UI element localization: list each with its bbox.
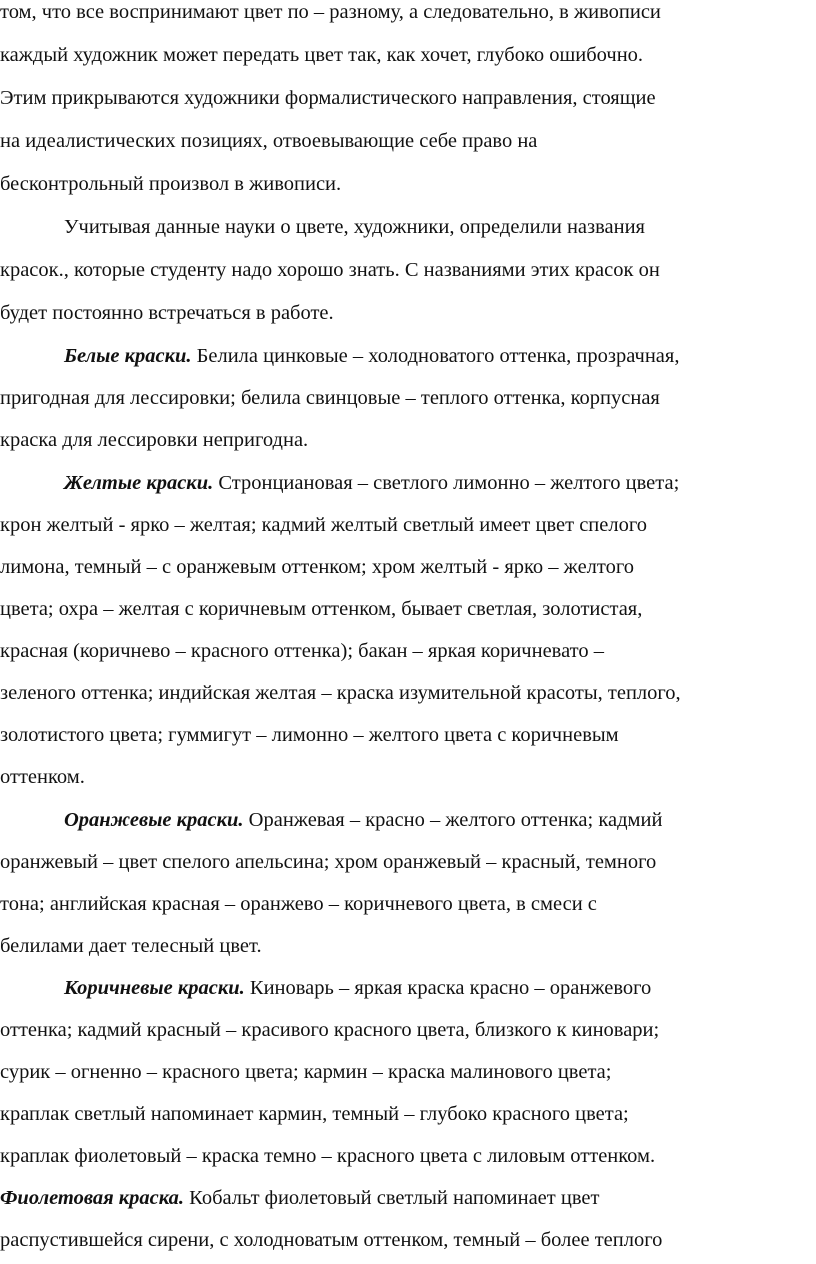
section-orange-paints: Оранжевые краски. Оранжевая – красно – желтого оттенка; кадмий <box>64 809 663 831</box>
section-violet-paint: Фиолетовая краска. Кобальт фиолетовый светлый напоминает цвет <box>0 1187 600 1209</box>
text-line: оранжевый – цвет спелого апельсина; хром оранжевый – красный, темного <box>0 851 657 873</box>
section-yellow-paints: Желтые краски. Стронциановая – светлого лимонно – желтого цвета; <box>64 472 680 494</box>
section-brown-paints: Коричневые краски. Киноварь – яркая краска красно – оранжевого <box>64 977 652 999</box>
text-line: пригодная для лессировки; белила свинцовые – теплого оттенка, корпусная <box>0 387 660 409</box>
text-line: красная (коричнево – красного оттенка); бакан – яркая коричневато – <box>0 640 604 662</box>
section-heading: Желтые краски. <box>64 472 214 494</box>
section-heading: Фиолетовая краска. <box>0 1187 185 1209</box>
text-line: том, что все воспринимают цвет по – разному, а следовательно, в живописи <box>0 1 661 23</box>
text-line: каждый художник может передать цвет так, как хочет, глубоко ошибочно. <box>0 44 644 66</box>
text-line: белилами дает телесный цвет. <box>0 935 262 957</box>
text-line: сурик – огненно – красного цвета; кармин – краска малинового цвета; <box>0 1061 612 1083</box>
text-line: будет постоянно встречаться в работе. <box>0 302 334 324</box>
paragraph-first-line: Учитывая данные науки о цвете, художники, определили названия <box>64 216 645 238</box>
text-line: цвета; охра – желтая с коричневым оттенком, бывает светлая, золотистая, <box>0 598 643 620</box>
text-line: распустившейся сирени, с холодноватым оттенком, темный – более теплого <box>0 1229 663 1251</box>
text-line: лимона, темный – с оранжевым оттенком; хром желтый - ярко – желтого <box>0 556 634 578</box>
text-line: оттенком. <box>0 766 85 788</box>
text-line: золотистого цвета; гуммигут – лимонно – желтого цвета с коричневым <box>0 724 619 746</box>
text-line: красок., которые студенту надо хорошо знать. С названиями этих красок он <box>0 259 660 281</box>
text-line: крон желтый - ярко – желтая; кадмий желтый светлый имеет цвет спелого <box>0 514 647 536</box>
text-line: на идеалистических позициях, отвоевывающие себе право на <box>0 130 538 152</box>
text-line: краска для лессировки непригодна. <box>0 429 309 451</box>
text-line: тона; английская красная – оранжево – коричневого цвета, в смеси с <box>0 893 597 915</box>
text-line: Этим прикрываются художники формалистического направления, стоящие <box>0 87 656 109</box>
section-heading: Коричневые краски. <box>64 977 245 999</box>
section-heading: Белые краски. <box>64 345 192 367</box>
text-line: краплак светлый напоминает кармин, темный – глубоко красного цвета; <box>0 1103 629 1125</box>
section-white-paints: Белые краски. Белила цинковые – холодноватого оттенка, прозрачная, <box>64 345 680 367</box>
text-line: краплак фиолетовый – краска темно – красного цвета с лиловым оттенком. <box>0 1145 656 1167</box>
text-line: бесконтрольный произвол в живописи. <box>0 173 342 195</box>
section-heading: Оранжевые краски. <box>64 809 244 831</box>
text-line: оттенка; кадмий красный – красивого красного цвета, близкого к киновари; <box>0 1019 660 1041</box>
text-line: зеленого оттенка; индийская желтая – краска изумительной красоты, теплого, <box>0 682 681 704</box>
